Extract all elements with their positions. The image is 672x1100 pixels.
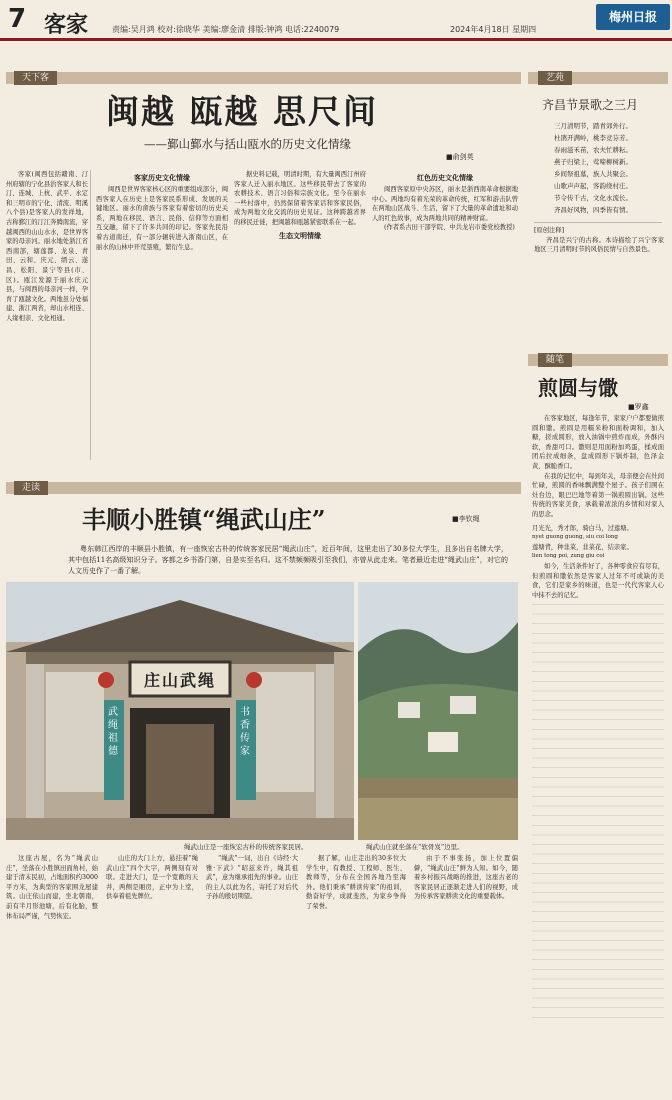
newspaper-logo: 梅州日报 bbox=[596, 4, 670, 30]
travel-col-3-text: “绳武”一词，出自《诗经·大雅·下武》“昭兹来许，绳其祖武”，意为继承祖先的事业。山庄的主人以此为名，寄托了对后代子孙的殷切期望。 bbox=[206, 855, 298, 901]
travel-column-2 bbox=[106, 854, 198, 1086]
travel-col-2-text: 山庄的大门上方，悬挂着“绳武山庄”四个大字，两侧刻有对联。走进大门，是一个宽敞的天井，两侧是厢房，正中为上堂，供奉着祖先牌位。 bbox=[106, 855, 198, 901]
travel-column-1 bbox=[6, 854, 98, 1086]
feature-subtitle: ——鄞山鄞水与括山瓯水的历史文化情缘 bbox=[144, 137, 351, 151]
poem-line: 节令传千古，文化永流长。 bbox=[554, 194, 632, 202]
pinyin-1: nyet guong guong, siu coi long bbox=[532, 534, 618, 541]
feature-article bbox=[6, 68, 521, 470]
section-title: 客家 bbox=[44, 13, 89, 38]
photo-1-caption: 绳武山庄是一座恢宏古朴的传统客家民居。 bbox=[184, 843, 308, 851]
folk-verse-2: 莲塘背，种韭菜，韭菜花，结亲家。 bbox=[532, 543, 633, 551]
page-header bbox=[0, 0, 672, 44]
pinyin-2: lien tong poi, zung giu coi bbox=[532, 553, 605, 560]
header-rule bbox=[0, 38, 672, 41]
travel-tag: 走读 bbox=[14, 481, 48, 495]
essay-paragraph-3: 如今，生活条件好了，各种零食应有尽有，但煎圆和馓依然是客家人过年不可或缺的美食，它们是家乡的味道，也是一代代客家人心中抹不去的记忆。 bbox=[532, 562, 664, 599]
feature-column-3 bbox=[372, 170, 518, 460]
poem-line: 燕子归梁上，莺啼柳树新。 bbox=[554, 158, 632, 166]
essay-title: 煎圆与馓 bbox=[538, 376, 618, 400]
essay-paragraph-2: 在我的记忆中，每到年关，母亲便会在灶间忙碌，煎圆的香味飘满整个屋子。孩子们围在灶台边，眼巴巴地等着第一锅煎圆出锅。这些传统的客家美食，承载着浓浓的乡情和对家人的思念。 bbox=[532, 472, 664, 518]
travel-tag-bar bbox=[6, 482, 521, 494]
travel-column-5 bbox=[414, 854, 518, 1086]
feature-col-2-text: 据史料记载，明清时期，有大量闽西汀州府客家人迁入丽水地区。这些移民带去了客家的农耕技术、语言习俗和宗族文化。至今在丽水一些村落中，仍然保留着客家话和客家民俗，成为两地文化交流的历史见证。这种跨越省界的移民迁徙，把闽越和瓯越紧密联系在一起。 bbox=[234, 171, 366, 226]
feature-intro-column bbox=[6, 170, 88, 460]
poem-note-head: [原创注释] bbox=[534, 227, 565, 234]
photo-shengwu-building bbox=[6, 582, 354, 840]
travel-column-3 bbox=[206, 854, 298, 1086]
travel-intro-text: 粤东韩江西岸的丰顺县小胜镇，有一座恢宏古朴的传统客家民居“绳武山庄”，近百年间，这里走出了30多位大学生，且多出自名牌大学，其中包括11名高级知识分子。客都之乡书香门第，自是实至名归。这不禁频频吸引至我们，亦曾从此走来。笔者最近走进“绳武山庄”，对它的人文历史作了一番了解。 bbox=[68, 545, 508, 575]
travel-col-1-text: 这座古屋，名为“绳武山庄”，坐落在小胜镇田面角村，始建于清末民初，占地面积约3000平方米，为典型的客家围龙屋建筑。山庄依山而建，坐北朝南，前有半月形池塘，后有化胎，整体布局严谨，气势恢宏。 bbox=[6, 855, 98, 920]
heading-red-history: 红色历史文化情缘 bbox=[417, 173, 473, 182]
essay-body bbox=[532, 414, 664, 1082]
travel-col-4-text: 据了解，山庄走出的30多位大学生中，有教授、工程师、医生、教师等，分布在全国各地乃至海外。他们秉承“耕读传家”的祖训，勤奋好学，成就斐然，为家乡争得了荣誉。 bbox=[306, 855, 406, 910]
sidebar-poem bbox=[528, 68, 668, 350]
poem-note-text: 齐昌是兴宁的古称。本诗描绘了兴宁客家地区三月清明时节的风俗民情与自然景色。 bbox=[534, 236, 664, 254]
poem-tag: 艺苑 bbox=[538, 71, 572, 85]
photo-2-caption: 绳武山庄就坐落在“软骨岌”边里。 bbox=[366, 843, 464, 851]
feature-col-1-text: 闽西是世界客家核心区的重要组成部分，闽西客家人在历史上是客家民系形成、发展的关键地区。丽水的畲族与客家有着密切的历史关系，两地在移民、语言、民俗、信仰等方面相互交融，留下了许多共同的印记。客家先民沿着古道南迁，有一部分辗转进入浙南山区，在丽水的山林中开荒垦殖，繁衍生息。 bbox=[96, 186, 228, 251]
essay-byline: ■罗鑫 bbox=[628, 403, 649, 411]
heading-ecology: 生态文明情缘 bbox=[279, 230, 321, 240]
author-note: (作者系古田干部学院、中共龙岩市委党校教授) bbox=[384, 224, 515, 232]
feature-col-3-text: 闽西客家原中央苏区，丽水是浙西南革命根据地中心。两地均有着光荣的革命传统，红军和游击队曾在两地山区战斗、生活，留下了大量的革命遗址和动人的红色故事，成为两地共同的精神财富。 bbox=[372, 186, 518, 222]
travel-byline: ■李钦绳 bbox=[452, 515, 480, 523]
feature-byline: ■俞剑英 bbox=[446, 153, 474, 161]
poem-line: 山歌声声起，客韵绕村庄。 bbox=[554, 182, 632, 190]
column-divider bbox=[90, 170, 91, 460]
poem-line: 三月清明节，踏青郊外行。 bbox=[554, 122, 632, 130]
heading-hakka-history: 客家历史文化情缘 bbox=[134, 173, 190, 182]
poem-divider bbox=[534, 222, 662, 223]
issue-date: 2024年4月18日 星期四 bbox=[450, 25, 537, 34]
sidebar-essay bbox=[528, 350, 668, 1090]
poem-line: 杜鹃开满岭，桃李竞芬芳。 bbox=[554, 134, 632, 142]
feature-column-2 bbox=[234, 170, 366, 460]
travel-intro bbox=[68, 544, 508, 577]
essay-paragraph-1: 在客家地区，每逢年节，家家户户都要做煎圆和馓。煎圆是用糯米粉和面粉调和，加入糖，搓成圆形，放入油锅中煎炸而成，外酥内软，香甜可口。馓则是用面粉加鸡蛋，揉成面团后拉成细条，盘成圆形下锅炸制，色泽金黄，酥脆香口。 bbox=[532, 415, 664, 470]
folk-verse-1: 月光光，秀才郎，骑白马，过莲塘。 bbox=[532, 524, 633, 532]
travel-title: 丰顺小胜镇“绳武山庄” bbox=[82, 505, 326, 534]
photo-village bbox=[358, 582, 518, 840]
travel-column-4 bbox=[306, 854, 406, 1086]
feature-tag-bar bbox=[6, 72, 521, 84]
couplet-left: 武绳祖德 bbox=[108, 707, 118, 757]
feature-column-1 bbox=[96, 170, 228, 460]
plaque-text: 庄山武绳 bbox=[143, 671, 216, 690]
poem-line: 春雨滋禾苗，农夫忙耕耘。 bbox=[554, 146, 632, 154]
feature-intro: 客家(闽西包括赣南、汀州府辖的宁化县治客家人和长汀、连城、上杭、武平、永定和三明市的宁化、清流、明溪八个县)是客家人的发祥地，古称鄞江的汀江奔腾南流，穿越闽西的山山水水，是世界客家的母亲河。丽水地处浙江省西南部，辖莲都、龙泉、青田、云和、庆元、缙云、遂昌、松阳、景宁等县(市、区)。瓯江发源于丽水庆元县，与闽西的母亲河一样，孕育了瓯越文化。两地虽分处福建、浙江两省，却山水相连、人缘相亲、文化相通。 bbox=[6, 171, 88, 322]
feature-title: 闽越 瓯越 思尺间 bbox=[106, 92, 378, 131]
poem-note bbox=[534, 226, 664, 344]
editor-credits: 责编:吴月鸿 校对:徐晓华 美编:廖金清 排版:钟鸿 电话:2240079 bbox=[112, 25, 340, 34]
couplet-right: 书香传家 bbox=[240, 707, 250, 757]
travel-article bbox=[6, 478, 521, 1090]
essay-tag: 随笔 bbox=[538, 353, 572, 367]
poem-title: 齐昌节景歌之三月 bbox=[542, 98, 639, 112]
poem-line: 乡间祭祖墓，族人共聚会。 bbox=[554, 170, 632, 178]
travel-col-5-text: 由于不事张扬，加上位置偏僻，“绳武山庄”鲜为人知。如今，随着乡村振兴战略的推进，这座古老的客家民居正逐渐走进人们的视野，成为传承客家耕读文化的重要载体。 bbox=[414, 855, 518, 901]
essay-text-continuation bbox=[532, 604, 664, 1024]
page-number: 7 bbox=[8, 4, 27, 34]
poem-lines bbox=[554, 120, 654, 216]
poem-line: 齐昌好风物，四季皆有情。 bbox=[554, 206, 632, 214]
feature-tag: 天下客 bbox=[14, 71, 57, 85]
